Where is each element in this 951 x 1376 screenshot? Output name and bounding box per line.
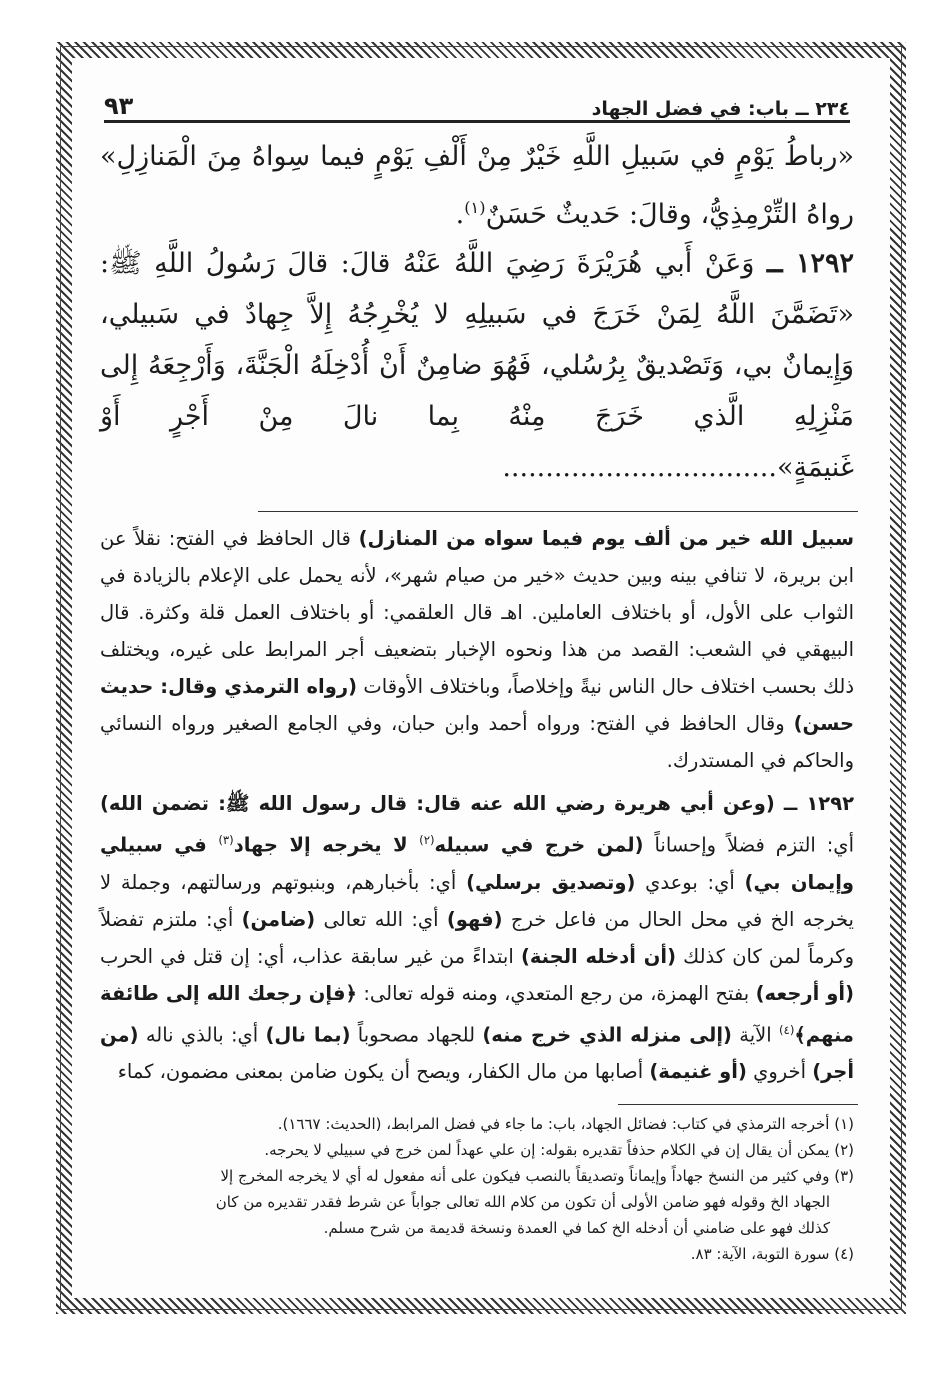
hadith-text <box>96 131 858 493</box>
footnotes <box>96 1111 858 1267</box>
hadith-1292 <box>100 238 854 493</box>
commentary-paragraph-2: ١٢٩٢ ــ (وعن أبي هريرة رضي الله عنه قال: قال رسول الله ﷺ: تضمن الله) أي: التزم فضلاً وإحساناً (لمن خرج في سبيله$^{(٢)}$ لا يخرجه إلا جهاد$^{(٣)}$ في سبيلي وإيمان بي) أي: بوعدي (وتصديق برسلي) أي: بأخبارهم، وبنبوتهم ورسالتهم، وجملة لا يخرجه الخ في محل الحال من فاعل خرج (فهو) أي: الله تعالى (ضامن) أي: ملتزم تفضلاً وكرماً لمن كان كذلك (أن أدخله الجنة) ابتداءً من غير سابقة عذاب، أي: إن قتل في الحرب (أو أرجعه) بفتح الهمزة، من رجع المتعدي، ومنه قوله تعالى: ﴿فإن رجعك الله إلى طائفة منهم﴾$^{(٤)}$ الآية (إلى منزله الذي خرج منه) للجهاد مصحوباً (بما نال) أي: بالذي ناله (من أجر) أخروي (أو غنيمة) أصابها من مال الكفار، ويصح أن يكون ضامن بمعنى مضمون، كماء <box>100 792 855 1083</box>
footnote-ref-2[interactable]: (٢) <box>419 833 435 847</box>
commentary-paragraph-1: سبيل الله خير من ألف يوم فيما سواه من المنازل) قال الحافظ في الفتح: نقلاً عن ابن بريرة، لا تنافي بينه وبين حديث «خير من صيام شهر»، لأنه يحمل على الإعلام بالزيادة في الثواب على الأول، أو باختلاف العاملين. اهـ قال العلقمي: أو باختلاف العمل قلة وكثرة. قال البيهقي في الشعب: القصد من هذا ونحوه الإخبار بتضعيف أجر المرابط على غيره، ويختلف ذلك بحسب اختلاف حال الناس نيةً وإخلاصاً، وباختلاف الأوقات (رواه الترمذي وقال: حديث حسن) وقال الحافظ في الفتح: ورواه أحمد وابن حبان، وفي الجامع الصغير ورواه النسائي والحاكم في المستدرك. <box>100 527 855 772</box>
page-content <box>96 78 858 1267</box>
footnote-3: (٣) وفي كثير من النسخ جهاداً وإيماناً وتصديقاً بالنصب فيكون على أنه مفعول له أي لا يخرجه المخرج إلا <box>220 1167 854 1185</box>
footnote-3-cont2: كذلك فهو على ضامني أن أدخله الخ كما في العمدة ونسخة قديمة من شرح مسلم. <box>323 1219 830 1237</box>
footnote-2: (٢) يمكن أن يقال إن في الكلام حذفاً تقديره بقوله: إن علي عهداً لمن خرج في سبيلي لا يحرجه. <box>264 1141 854 1159</box>
previous-hadith-ending: «رباطُ يَوْمٍ في سَبيلِ اللَّهِ خَيْرٌ مِنْ أَلْفِ يَوْمٍ فيما سِواهُ مِنَ الْمَنازِلِ» رواهُ التِّرْمِذِيُّ، وقالَ: حَديثٌ حَسَنٌ$^{(١)}$. <box>100 141 854 230</box>
footnote-3-cont: الجهاد الخ وقوله فهو ضامن الأولى أن تكون من كلام الله تعالى جواباً عن شرط فقدر تقديره من كان <box>215 1193 830 1211</box>
footnote-1: (١) أخرجه الترمذي في كتاب: فضائل الجهاد، باب: ما جاء في فضل المرابط، (الحديث: ١٦٦٧). <box>277 1115 854 1133</box>
hadith-body: وَعَنْ أَبي هُرَيْرَةَ رَضِيَ اللَّهُ عَنْهُ قالَ: قالَ رَسُولُ اللَّهِ ﷺ: «تَضَمَّنَ اللَّهُ لِمَنْ خَرَجَ في سَبيلِهِ لا يُخْرِجُهُ إِلاَّ جِهادٌ في سَبيلي، وَإِيمانٌ بي، وَتَصْديقٌ بِرُسُلي، فَهُوَ ضامِنٌ أَنْ أُدْخِلَهُ الْجَنَّةَ، وَأَرْجِعَهُ إِلى مَنْزِلِهِ الَّذي خَرَجَ مِنْهُ بِما نالَ مِنْ أَجْرٍ أَوْ غَنيمَةٍ» <box>100 248 854 483</box>
commentary <box>96 520 858 1090</box>
footnote-ref-1[interactable]: (١) <box>464 198 486 217</box>
page-number: ٩٣ <box>104 92 134 120</box>
footnote-4: (٤) سورة التوبة، الآية: ٨٣. <box>690 1245 854 1263</box>
footnote-ref-3[interactable]: (٣) <box>218 833 234 847</box>
page-header <box>104 78 850 123</box>
hadith-number: ١٢٩٢ ــ <box>766 248 854 279</box>
section-divider <box>258 511 858 512</box>
footnote-ref-4[interactable]: (٤) <box>778 1022 795 1037</box>
ellipsis-dots: ................................ <box>502 452 777 483</box>
footnotes-divider <box>618 1104 858 1105</box>
running-title: ٢٣٤ ــ باب: في فضل الجهاد <box>591 98 850 120</box>
